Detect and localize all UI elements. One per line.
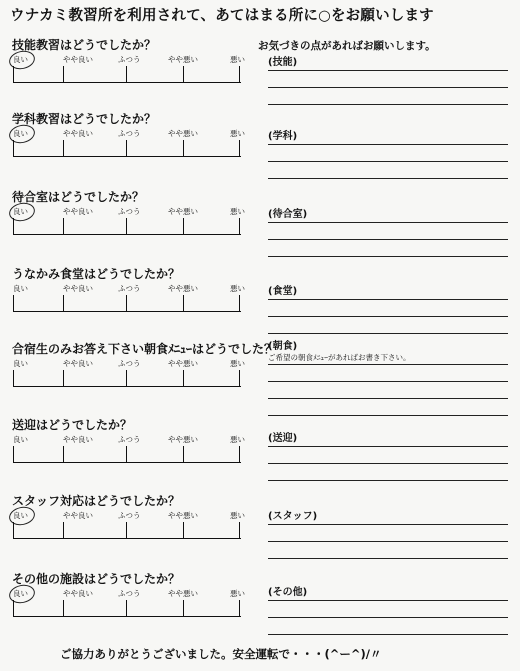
rating-option-fairly-bad[interactable]: やや悪い <box>168 359 198 368</box>
question-block <box>12 416 262 464</box>
comment-line[interactable] <box>268 541 508 542</box>
question-block <box>12 188 262 236</box>
comment-label: (学科) <box>268 131 298 142</box>
scale-tick <box>183 370 184 387</box>
rating-labels <box>13 510 245 522</box>
rating-option-bad[interactable]: 悪い <box>230 589 245 598</box>
rating-option-bad[interactable]: 悪い <box>230 55 245 64</box>
comment-line[interactable] <box>268 617 508 618</box>
scale-tick <box>239 522 240 539</box>
comment-line[interactable] <box>268 316 508 317</box>
scale-tick <box>239 140 240 157</box>
rating-option-fairly-good[interactable]: やや良い <box>63 129 93 138</box>
comment-label: (送迎) <box>268 433 298 444</box>
rating-option-bad[interactable]: 悪い <box>230 435 245 444</box>
scale-baseline <box>13 82 241 83</box>
comment-line[interactable] <box>268 256 508 257</box>
comment-label: (朝食) <box>268 341 298 352</box>
rating-bracket <box>13 295 241 312</box>
form-title: ウナカミ教習所を利用されて、あてはまる所に○をお願いします <box>10 8 434 24</box>
rating-option-fairly-bad[interactable]: やや悪い <box>168 55 198 64</box>
rating-option-good[interactable]: 良い <box>13 284 28 293</box>
comment-line[interactable] <box>268 558 508 559</box>
comment-note: ご希望の朝食ﾒﾆｭｰがあればお書き下さい。 <box>268 353 411 362</box>
scale-tick <box>126 295 127 312</box>
question-title: 送迎はどうでしたか？ <box>12 418 133 432</box>
comment-line[interactable] <box>268 381 508 382</box>
rating-option-fairly-bad[interactable]: やや悪い <box>168 207 198 216</box>
scale-tick <box>63 446 64 463</box>
scale-tick <box>239 446 240 463</box>
comment-label: (食堂) <box>268 286 298 297</box>
question-title: 待合室はどうでしたか？ <box>12 190 145 204</box>
rating-bracket <box>13 446 241 463</box>
comment-line[interactable] <box>268 239 508 240</box>
scale-tick <box>183 522 184 539</box>
rating-option-average[interactable]: ふつう <box>118 207 141 216</box>
scale-tick <box>13 600 14 617</box>
comment-label: (スタッフ) <box>268 511 318 522</box>
scale-baseline <box>13 538 241 539</box>
comments-heading: お気づきの点があればお願いします。 <box>258 40 436 52</box>
scale-tick <box>13 370 14 387</box>
rating-option-fairly-bad[interactable]: やや悪い <box>168 284 198 293</box>
scale-tick <box>183 66 184 83</box>
scale-baseline <box>13 156 241 157</box>
rating-option-fairly-good[interactable]: やや良い <box>63 284 93 293</box>
scale-tick <box>126 140 127 157</box>
question-block <box>12 265 262 313</box>
rating-option-average[interactable]: ふつう <box>118 435 141 444</box>
question-title: スタッフ対応はどうでしたか？ <box>12 494 181 508</box>
scale-tick <box>13 140 14 157</box>
rating-option-average[interactable]: ふつう <box>118 284 141 293</box>
question-block <box>12 340 277 388</box>
rating-scale <box>13 434 245 464</box>
scale-tick <box>63 370 64 387</box>
scale-tick <box>183 446 184 463</box>
scale-tick <box>183 295 184 312</box>
scale-tick <box>63 600 64 617</box>
rating-scale <box>13 54 245 84</box>
comment-label: (待合室) <box>268 209 308 220</box>
question-block <box>12 110 262 158</box>
rating-bracket <box>13 140 241 157</box>
rating-labels <box>13 434 245 446</box>
rating-labels <box>13 588 245 600</box>
rating-labels <box>13 128 245 140</box>
scale-tick <box>126 370 127 387</box>
rating-option-fairly-bad[interactable]: やや悪い <box>168 589 198 598</box>
scale-tick <box>126 600 127 617</box>
comment-line[interactable] <box>268 600 508 601</box>
scale-tick <box>239 600 240 617</box>
scale-baseline <box>13 386 241 387</box>
rating-bracket <box>13 600 241 617</box>
comment-line[interactable] <box>268 70 508 71</box>
comment-area <box>268 432 508 497</box>
rating-bracket <box>13 218 241 235</box>
comment-label: (その他) <box>268 587 308 598</box>
scale-tick <box>126 446 127 463</box>
rating-option-fairly-good[interactable]: やや良い <box>63 55 93 64</box>
scale-tick <box>13 446 14 463</box>
scale-tick <box>239 218 240 235</box>
comment-area <box>268 208 508 273</box>
rating-option-average[interactable]: ふつう <box>118 589 141 598</box>
scale-tick <box>183 600 184 617</box>
comment-line[interactable] <box>268 446 508 447</box>
question-title: うなかみ食堂はどうでしたか？ <box>12 267 181 281</box>
comment-line[interactable] <box>268 524 508 525</box>
scale-baseline <box>13 462 241 463</box>
rating-labels <box>13 283 245 295</box>
rating-bracket <box>13 370 241 387</box>
rating-option-bad[interactable]: 悪い <box>230 284 245 293</box>
rating-bracket <box>13 522 241 539</box>
comment-line[interactable] <box>268 364 508 365</box>
rating-option-fairly-bad[interactable]: やや悪い <box>168 129 198 138</box>
rating-option-good[interactable]: 良い <box>13 435 28 444</box>
rating-bracket <box>13 66 241 83</box>
rating-option-fairly-good[interactable]: やや良い <box>63 435 93 444</box>
comment-line[interactable] <box>268 104 508 105</box>
comment-line[interactable] <box>268 333 508 334</box>
rating-option-good[interactable]: 良い <box>13 511 28 520</box>
rating-scale <box>13 206 245 236</box>
question-block <box>12 36 262 84</box>
rating-option-average[interactable]: ふつう <box>118 511 141 520</box>
rating-option-fairly-good[interactable]: やや良い <box>63 589 93 598</box>
scale-tick <box>239 66 240 83</box>
comment-line[interactable] <box>268 415 508 416</box>
footer-message: ご協力ありがとうございました。安全運転で・・・(^ー^)/〃 <box>60 647 382 661</box>
scale-tick <box>126 66 127 83</box>
rating-option-bad[interactable]: 悪い <box>230 511 245 520</box>
scale-tick <box>13 218 14 235</box>
rating-option-good[interactable]: 良い <box>13 55 28 64</box>
comment-line[interactable] <box>268 463 508 464</box>
question-block <box>12 570 262 618</box>
rating-option-bad[interactable]: 悪い <box>230 207 245 216</box>
scale-tick <box>126 218 127 235</box>
rating-scale <box>13 510 245 540</box>
scale-tick <box>13 522 14 539</box>
scale-tick <box>126 522 127 539</box>
comment-line[interactable] <box>268 87 508 88</box>
comment-line[interactable] <box>268 144 508 145</box>
question-title: 合宿生のみお答え下さい朝食ﾒﾆｭｰはどうでした？ <box>12 342 277 356</box>
scale-tick <box>63 218 64 235</box>
rating-option-bad[interactable]: 悪い <box>230 359 245 368</box>
scale-tick <box>239 295 240 312</box>
scale-baseline <box>13 311 241 312</box>
rating-scale <box>13 588 245 618</box>
comment-label: (技能) <box>268 57 298 68</box>
rating-option-average[interactable]: ふつう <box>118 129 141 138</box>
rating-option-fairly-good[interactable]: やや良い <box>63 207 93 216</box>
rating-option-good[interactable]: 良い <box>13 129 28 138</box>
rating-option-average[interactable]: ふつう <box>118 359 141 368</box>
comment-area <box>268 56 508 121</box>
scale-tick <box>13 66 14 83</box>
rating-option-fairly-good[interactable]: やや良い <box>63 359 93 368</box>
comment-line[interactable] <box>268 178 508 179</box>
comment-area <box>268 340 508 432</box>
rating-labels <box>13 358 245 370</box>
scale-baseline <box>13 616 241 617</box>
rating-labels <box>13 206 245 218</box>
comment-line[interactable] <box>268 161 508 162</box>
scale-tick <box>13 295 14 312</box>
comment-line[interactable] <box>268 398 508 399</box>
rating-option-fairly-good[interactable]: やや良い <box>63 511 93 520</box>
rating-option-good[interactable]: 良い <box>13 207 28 216</box>
rating-option-average[interactable]: ふつう <box>118 55 141 64</box>
rating-scale <box>13 358 245 388</box>
rating-option-fairly-bad[interactable]: やや悪い <box>168 435 198 444</box>
question-title: その他の施設はどうでしたか？ <box>12 572 181 586</box>
scale-tick <box>183 218 184 235</box>
scale-tick <box>183 140 184 157</box>
rating-option-bad[interactable]: 悪い <box>230 129 245 138</box>
rating-option-fairly-bad[interactable]: やや悪い <box>168 511 198 520</box>
comment-area <box>268 510 508 575</box>
scale-tick <box>63 295 64 312</box>
comment-line[interactable] <box>268 222 508 223</box>
rating-option-good[interactable]: 良い <box>13 359 28 368</box>
rating-option-good[interactable]: 良い <box>13 589 28 598</box>
comment-line[interactable] <box>268 634 508 635</box>
comment-line[interactable] <box>268 299 508 300</box>
rating-scale <box>13 283 245 313</box>
question-block <box>12 492 262 540</box>
scale-tick <box>63 522 64 539</box>
scale-baseline <box>13 234 241 235</box>
rating-labels <box>13 54 245 66</box>
comment-line[interactable] <box>268 480 508 481</box>
question-title: 技能教習はどうでしたか？ <box>12 38 157 52</box>
scale-tick <box>63 66 64 83</box>
rating-scale <box>13 128 245 158</box>
scale-tick <box>63 140 64 157</box>
comment-area <box>268 130 508 195</box>
scale-tick <box>239 370 240 387</box>
question-title: 学科教習はどうでしたか？ <box>12 112 157 126</box>
comment-area <box>268 586 508 651</box>
